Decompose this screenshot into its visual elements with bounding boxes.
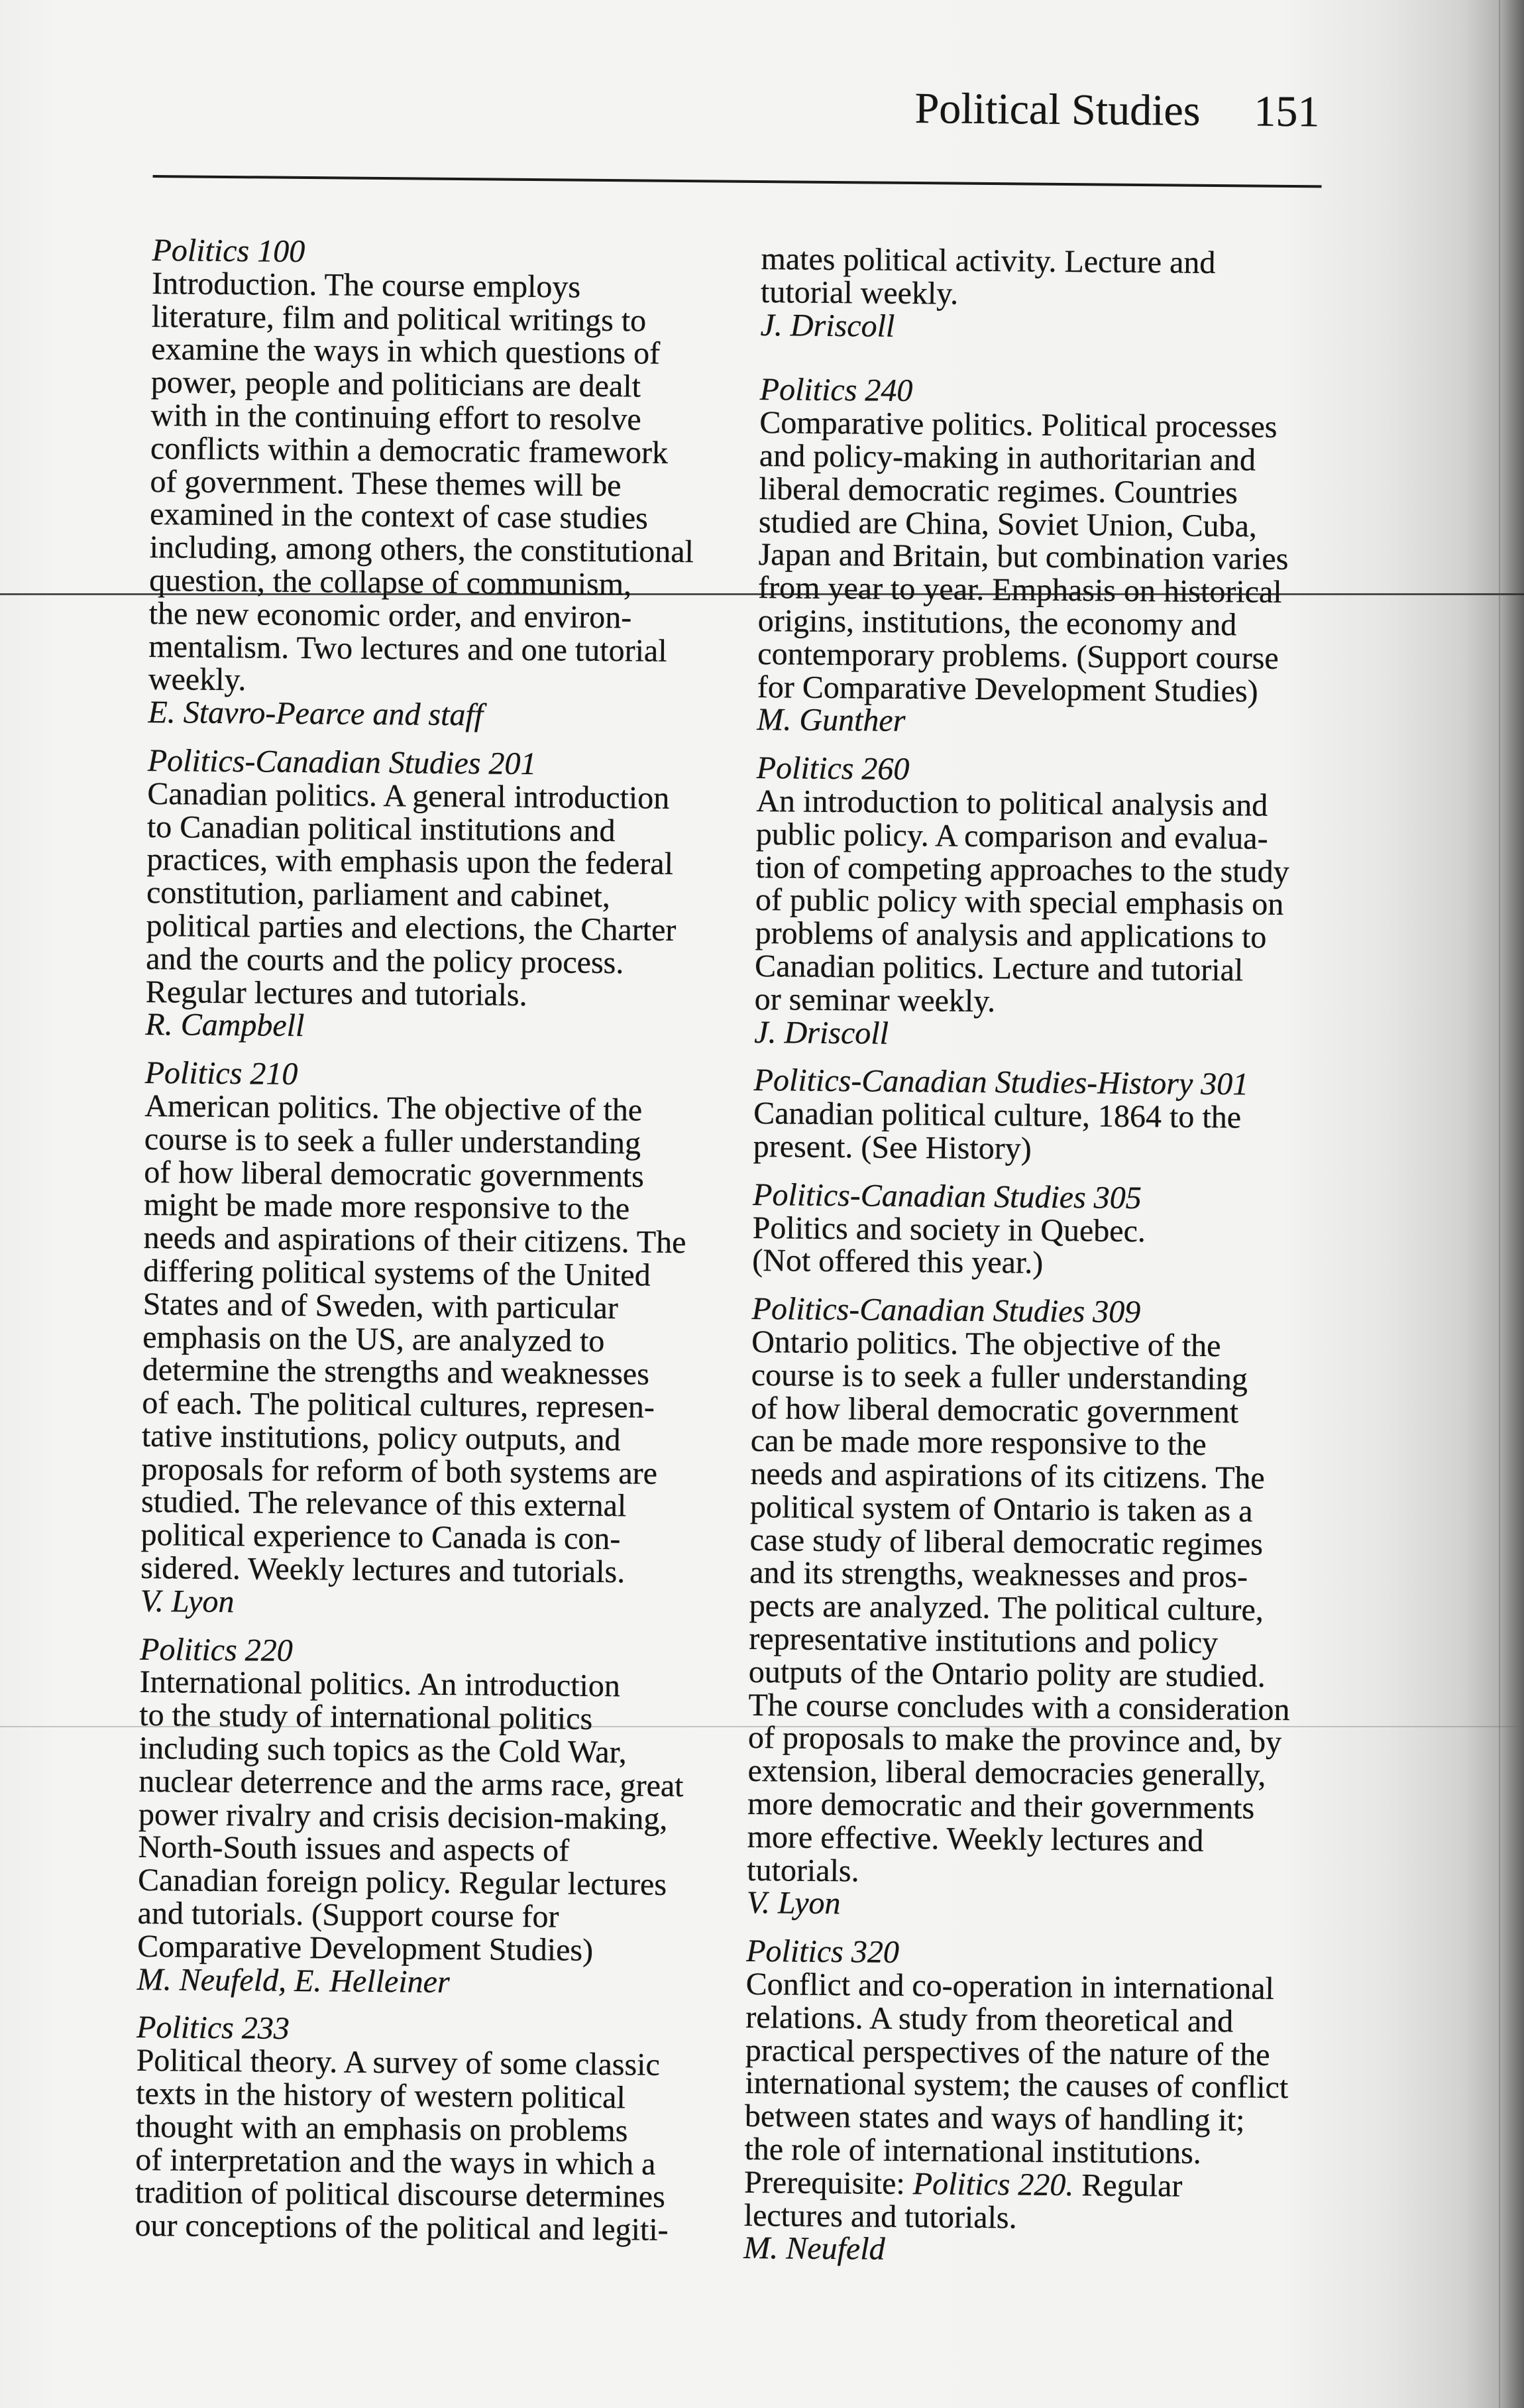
course-description-line: tion of competing approaches to the study [755, 849, 1289, 889]
course-description-line: Comparative politics. Political processes [759, 405, 1278, 445]
course-description-line: sidered. Weekly lectures and tutorials. [140, 1550, 626, 1590]
course-description-line: mentalism. Two lectures and one tutorial [148, 628, 667, 669]
course-description-line: to Canadian political institutions and [146, 809, 616, 848]
course-title: Politics 100 [152, 232, 305, 270]
section-title: Political Studies [914, 84, 1201, 135]
course-description-line: mates political activity. Lecture and [761, 241, 1216, 280]
course-description-line: studied are China, Soviet Union, Cuba, [758, 504, 1258, 544]
course-description-line: of proposals to make the province and, by [747, 1720, 1282, 1760]
course-reference: Politics 220. [912, 2165, 1074, 2203]
course-description-line: examined in the context of case studies [149, 496, 649, 536]
course-description-line: tutorials. [747, 1852, 859, 1889]
course-description-line: proposals for reform of both systems are [141, 1451, 658, 1491]
course-title: Politics 220 [139, 1631, 294, 1668]
course-entry [753, 1064, 1297, 1168]
course-description-line: question, the collapse of communism, [149, 562, 632, 602]
course-title: Politics-Canadian Studies-History 301 [753, 1062, 1249, 1102]
course-instructor: M. Neufeld [743, 2230, 885, 2267]
left-column [135, 234, 697, 2262]
course-description-line: and tutorials. (Support course for [137, 1895, 559, 1935]
course-description-line: public policy. A comparison and evalua- [755, 816, 1268, 856]
course-description-line: (Not offered this year.) [752, 1243, 1044, 1281]
course-description-line: Introduction. The course employs [151, 265, 581, 305]
course-description-line: States and of Sweden, with particular [142, 1286, 619, 1326]
course-description-line: An introduction to political analysis and [756, 783, 1268, 823]
course-description-line: differing political systems of the United [142, 1253, 651, 1293]
course-entry [743, 1935, 1289, 2269]
course-description-line: liberal democratic regimes. Countries [759, 471, 1238, 511]
course-instructor: J. Driscoll [760, 307, 895, 344]
course-description-line: practices, with emphasis upon the federal [146, 842, 674, 882]
course-description-line: needs and aspirations of their citizens. The [143, 1220, 686, 1261]
course-description-line: extension, liberal democracies generally, [747, 1753, 1266, 1794]
course-description-line: Canadian political culture, 1864 to the [753, 1096, 1242, 1135]
course-description-line: emphasis on the US, are analyzed to [142, 1319, 605, 1359]
course-description-line: lectures and tutorials. [743, 2197, 1017, 2236]
course-title: Politics 260 [756, 750, 910, 787]
course-description-line: Regular lectures and tutorials. [145, 974, 527, 1013]
course-description-line: North-South issues and aspects of [138, 1829, 570, 1869]
course-entry [754, 752, 1300, 1053]
text-run: Prerequisite: [743, 2164, 914, 2201]
course-description-line: practical perspectives of the nature of the [745, 2032, 1270, 2073]
course-description-line: political experience to Canada is con- [140, 1517, 621, 1557]
course-description-line: course is to seek a fuller understanding [144, 1121, 641, 1161]
course-entry [760, 243, 1304, 347]
course-instructor: V. Lyon [140, 1583, 235, 1620]
course-description-line: from year to year. Emphasis on historical [757, 570, 1282, 610]
course-description-line: origins, institutions, the economy and [757, 602, 1237, 643]
course-description-line: Politics and society in Quebec. [752, 1210, 1146, 1249]
course-description-line: Ontario politics. The objective of the [751, 1324, 1221, 1364]
course-description-line: of government. These themes will be [150, 463, 622, 503]
course-description-line: present. (See History) [753, 1128, 1032, 1167]
text-run: Regular [1073, 2167, 1183, 2204]
course-title: Politics 210 [144, 1055, 298, 1092]
course-instructor: M. Neufeld, E. Helleiner [136, 1961, 450, 2000]
course-description-line: pects are analyzed. The political culture, [749, 1588, 1264, 1628]
course-description-line: and policy-making in authoritarian and [759, 437, 1256, 478]
course-description-line: including, among others, the constitutional [149, 530, 694, 570]
course-description-line: and its strengths, weaknesses and pros- [749, 1555, 1248, 1595]
course-title: Politics-Canadian Studies 309 [751, 1291, 1141, 1330]
course-entry [148, 234, 697, 734]
course-description-line: problems of analysis and applications to [755, 915, 1267, 955]
course-description-line: of public policy with special emphasis on [755, 882, 1284, 923]
course-entry [752, 1178, 1296, 1283]
page-edge-shadow [1499, 0, 1500, 2408]
course-description-line: between states and ways of handling it; [744, 2098, 1245, 2138]
course-description-line: contemporary problems. (Support course [757, 636, 1279, 676]
course-entry [140, 1057, 690, 1623]
course-description-line: outputs of the Ontario polity are studied. [748, 1654, 1266, 1694]
course-description-line: Canadian foreign policy. Regular lectures [137, 1863, 667, 1903]
course-description-line: more effective. Weekly lectures and [747, 1819, 1204, 1859]
course-instructor: V. Lyon [746, 1885, 841, 1921]
course-description-line: our conceptions of the political and legiti- [135, 2208, 669, 2248]
page-number: 151 [1254, 87, 1320, 137]
header-rule [153, 175, 1322, 188]
course-description-line: tutorial weekly. [760, 274, 959, 312]
course-description-line: determine the strengths and weaknesses [142, 1352, 650, 1392]
course-description-line: literature, film and political writings to [151, 298, 647, 339]
course-description-line: thought with an emphasis on problems [135, 2108, 628, 2149]
course-description-line: tradition of political discourse determines [135, 2175, 665, 2215]
course-description-line: to the study of international politics [139, 1697, 593, 1737]
course-description-line: examine the ways in which questions of [151, 331, 661, 372]
course-entry [145, 744, 692, 1046]
course-description-line: relations. A study from theoretical and [745, 1999, 1234, 2039]
course-title: Politics-Canadian Studies 201 [147, 742, 537, 782]
course-description-line: power, people and politicians are dealt [150, 365, 641, 404]
page-content [135, 66, 1327, 2277]
course-description-line: case study of liberal democratic regimes [749, 1522, 1264, 1562]
course-description-line: Political theory. A survey of some classic [136, 2043, 661, 2083]
course-description-line: for Comparative Development Studies) [757, 669, 1258, 709]
course-description-line: The course concludes with a consideration [748, 1687, 1290, 1727]
course-description-line: texts in the history of western political [136, 2075, 626, 2116]
course-instructor: J. Driscoll [754, 1014, 889, 1051]
course-description-line: Conflict and co-operation in international [745, 1966, 1275, 2006]
course-description-line: political system of Ontario is taken as a [749, 1489, 1253, 1529]
course-description-line: or seminar weekly. [754, 981, 996, 1019]
course-title: Politics 320 [745, 1933, 900, 1971]
course-description-line: including such topics as the Cold War, [138, 1730, 627, 1770]
course-description-line: studied. The relevance of this external [140, 1484, 627, 1524]
course-description-line: might be made more responsive to the [143, 1187, 630, 1227]
course-description-line: can be made more responsive to the [750, 1423, 1207, 1463]
course-description-line: Japan and Britain, but combination varies [758, 537, 1289, 577]
right-column [743, 243, 1305, 2285]
course-description-line: nuclear deterrence and the arms race, great [138, 1763, 684, 1804]
course-description-line: of interpretation and the ways in which a [135, 2142, 656, 2182]
course-description-line: the role of international institutions. [744, 2131, 1202, 2171]
course-description-line: Canadian politics. Lecture and tutorial [754, 948, 1244, 988]
running-header [914, 84, 1319, 137]
course-title: Politics-Canadian Studies 305 [752, 1176, 1142, 1216]
course-instructor: M. Gunther [757, 702, 906, 739]
course-description-line: Canadian politics. A general introduction [147, 775, 670, 816]
course-description-line: needs and aspirations of its citizens. The [750, 1456, 1265, 1496]
course-description-line: course is to seek a fuller understanding [751, 1357, 1248, 1397]
course-entry [757, 373, 1303, 741]
course-title: Politics 233 [136, 2010, 290, 2047]
course-description-line: weekly. [148, 661, 246, 698]
course-instructor: E. Stavro-Pearce and staff [148, 695, 484, 733]
course-description-line: Comparative Development Studies) [137, 1928, 594, 1968]
course-description-line: international system; the causes of conflict [745, 2065, 1289, 2106]
course-description-line: and the courts and the policy process. [146, 941, 624, 980]
course-description-line: power rivalry and crisis decision-making, [138, 1796, 668, 1837]
course-description-line: International politics. An introduction [139, 1664, 621, 1704]
course-entry [747, 1292, 1295, 1924]
course-instructor: R. Campbell [145, 1007, 305, 1044]
course-description-line: representative institutions and policy [749, 1621, 1219, 1661]
course-description-line: political parties and elections, the Charter [146, 907, 677, 948]
course-description-line: tative institutions, policy outputs, and [141, 1418, 621, 1458]
course-description-line: more democratic and their governments [747, 1786, 1255, 1826]
course-description-line: conflicts within a democratic framework [150, 430, 669, 471]
course-description-line: of how liberal democratic governments [144, 1154, 645, 1194]
course-title: Politics 240 [759, 372, 913, 409]
course-description-line: of each. The political cultures, represen- [142, 1385, 655, 1425]
course-entry [137, 1633, 685, 2001]
course-description-line: of how liberal democratic government [751, 1390, 1239, 1430]
course-description-line: American politics. The objective of the [144, 1088, 643, 1128]
course-description-line: constitution, parliament and cabinet, [146, 875, 611, 915]
course-description-line: the new economic order, and environ- [148, 595, 632, 636]
course-description-line: with in the continuing effort to resolve [150, 397, 641, 437]
course-entry [135, 2011, 681, 2247]
